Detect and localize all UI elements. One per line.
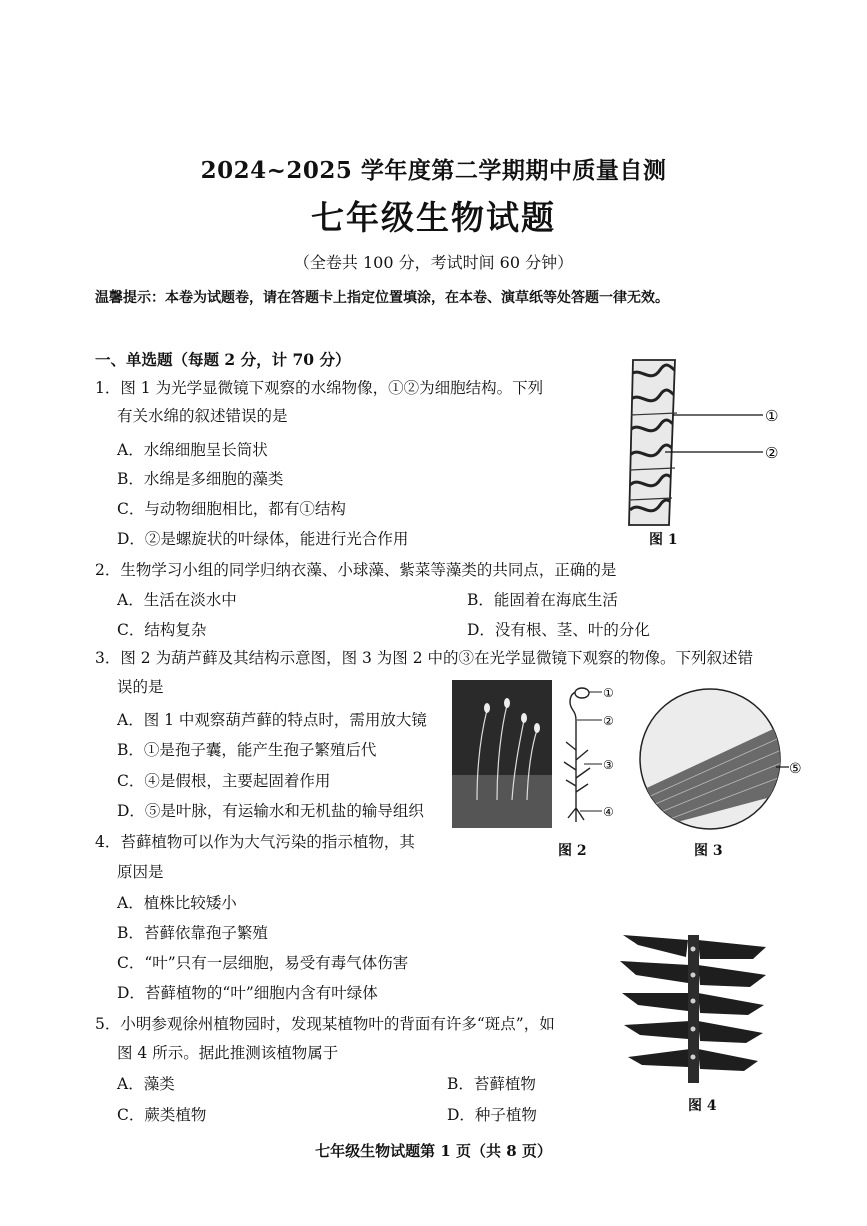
exam-title: 2024~2025 学年度第二学期期中质量自测 [200,157,667,184]
q3-stem-line1: 3．图 2 为葫芦藓及其结构示意图，图 3 为图 2 中的③在光学显微镜下观察的物像。下列叙述错 [95,649,754,667]
figure-1 [625,355,815,550]
q4-option-a: A．植株比较矮小 [117,894,237,912]
fig2-label-3: ③ [603,758,614,772]
q3-option-a: A．图 1 中观察葫芦藓的特点时，需用放大镜 [117,711,427,729]
q3-option-d: D．⑤是叶脉，有运输水和无机盐的输导组织 [117,802,424,820]
q5-option-a: A．藻类 [117,1075,175,1093]
figure-3 [636,683,816,863]
q1-option-d: D．②是螺旋状的叶绿体，能进行光合作用 [117,530,409,548]
q5-stem-line1: 5．小明参观徐州植物园时，发现某植物叶的背面有许多“斑点”，如 [95,1015,555,1033]
q4-option-d: D．苔藓植物的“叶”细胞内含有叶绿体 [117,984,378,1002]
exam-info: （全卷共 100 分，考试时间 60 分钟） [293,253,574,272]
leaf-cells-image [636,683,816,833]
page-footer: 七年级生物试题第 1 页（共 8 页） [315,1142,552,1160]
spirogyra-image [625,355,815,550]
fig2-label-4: ④ [603,805,614,819]
q1-option-b: B．水绵是多细胞的藻类 [117,470,284,488]
q2-option-c: C．结构复杂 [117,621,207,639]
fig2-caption: 图 2 [558,843,587,859]
q4-stem-line1: 4．苔藓植物可以作为大气污染的指示植物，其 [95,833,415,851]
q5-option-b: B．苔藓植物 [447,1075,536,1093]
fig2-label-2: ② [603,714,614,728]
section-title: 一、单选题（每题 2 分，计 70 分） [95,350,351,369]
fig1-caption: 图 1 [649,532,678,548]
fig1-label-1: ① [765,407,779,425]
fig3-label-5: ⑤ [789,761,802,777]
fig1-label-2: ② [765,444,779,462]
figure-4 [618,935,768,1115]
q5-option-c: C．蕨类植物 [117,1106,207,1124]
q2-option-b: B．能固着在海底生活 [467,591,618,609]
q1-option-a: A．水绵细胞呈长筒状 [117,441,268,459]
subject-title: 七年级生物试题 [311,198,556,237]
q3-option-b: B．①是孢子囊，能产生孢子繁殖后代 [117,741,377,759]
q4-option-b: B．苔藓依靠孢子繁殖 [117,924,268,942]
q1-option-c: C．与动物细胞相比，都有①结构 [117,500,346,518]
q2-stem: 2．生物学习小组的同学归纳衣藻、小球藻、紫菜等藻类的共同点，正确的是 [95,561,617,579]
q5-stem-line2: 图 4 所示。据此推测该植物属于 [117,1044,339,1062]
fig3-caption: 图 3 [694,843,723,859]
q4-option-c: C．“叶”只有一层细胞，易受有毒气体伤害 [117,954,409,972]
fern-frond-image [618,935,768,1085]
moss-image [452,680,622,830]
q1-stem-line1: 1．图 1 为光学显微镜下观察的水绵物像，①②为细胞结构。下列 [95,379,544,397]
q5-option-d: D．种子植物 [447,1106,537,1124]
fig4-caption: 图 4 [688,1098,717,1114]
q1-stem-line2: 有关水绵的叙述错误的是 [117,407,288,425]
q3-stem-line2: 误的是 [117,678,164,696]
q2-option-a: A．生活在淡水中 [117,591,237,609]
q3-option-c: C．④是假根，主要起固着作用 [117,772,331,790]
q2-option-d: D．没有根、茎、叶的分化 [467,621,650,639]
fig2-label-1: ① [603,686,614,700]
q4-stem-line2: 原因是 [117,863,164,881]
notice: 温馨提示：本卷为试题卷，请在答题卡上指定位置填涂，在本卷、演草纸等处答题一律无效。 [95,290,669,306]
figure-2 [452,680,622,860]
